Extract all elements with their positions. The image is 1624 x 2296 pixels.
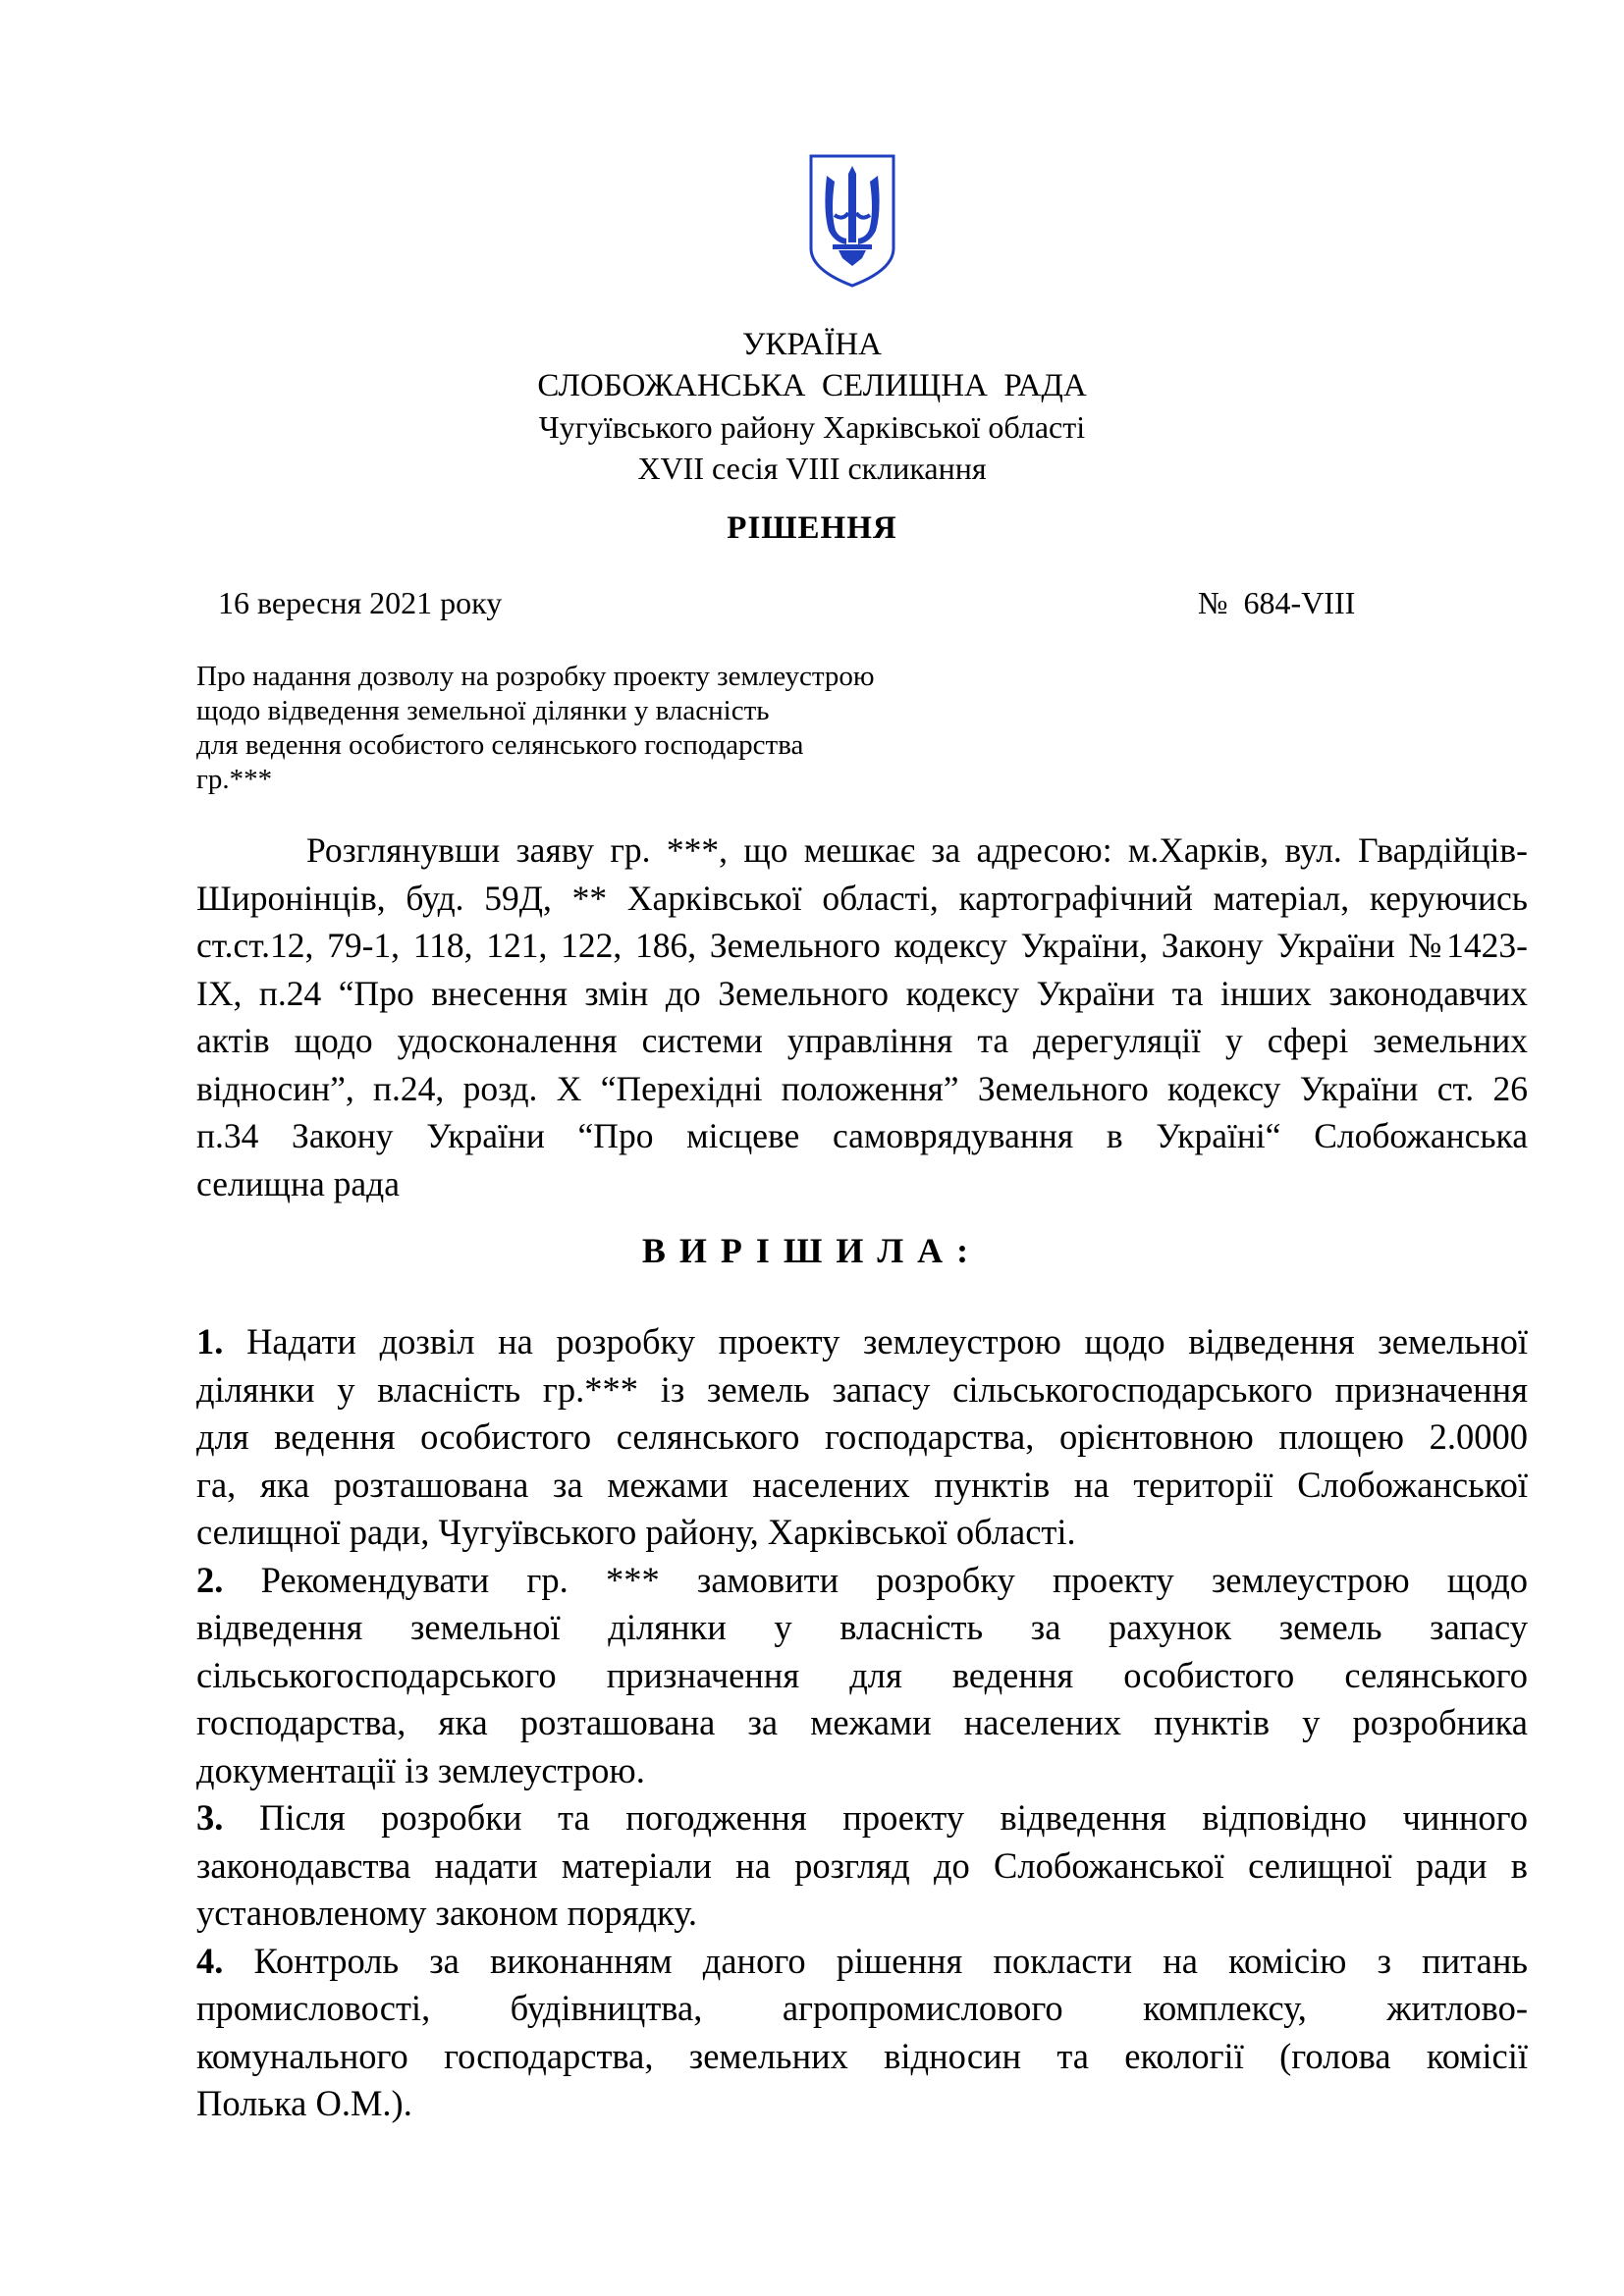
- preamble-line: відносин”, п.24, розд. X “Перехідні положення” Земельного кодексу України ст. 26: [196, 1068, 1528, 1108]
- preamble-line: Широнінців, буд. 59Д, ** Харківської області, картографічний матеріал, керуючись: [196, 878, 1528, 918]
- subject-line: щодо відведення земельної ділянки у власність: [196, 695, 770, 726]
- item-3-line: установленому законом порядку.: [196, 1893, 697, 1933]
- item-1-line: [196, 1318, 1528, 1366]
- decision-subject: [196, 660, 962, 797]
- council-name: СЛОБОЖАНСЬКА СЕЛИЩНА РАДА: [537, 368, 1087, 403]
- item-1-line: ділянки у власність гр.*** із земель запасу сільськогосподарського призначення: [196, 1368, 1528, 1410]
- country-name: УКРАЇНА: [742, 327, 882, 362]
- session-name: XVII сесія VIII скликання: [637, 451, 987, 486]
- item-2-line: відведення земельної ділянки у власність за рахунок земель запасу: [196, 1607, 1528, 1647]
- document-header: [0, 324, 1624, 489]
- item-4-line: промисловості, будівництва, агропромислового комплексу, житлово-: [196, 1988, 1528, 2028]
- item-1-line: для ведення особистого селянського господарства, орієнтовною площею 2.0000: [196, 1416, 1528, 1457]
- item-2-line: [196, 1557, 1528, 1605]
- preamble-line: ст.ст.12, 79-1, 118, 121, 122, 186, Земельного кодексу України, Закону України №1423-: [196, 926, 1528, 965]
- item-3-line: законодавства надати матеріали на розгляд до Слобожанської селищної ради в: [196, 1844, 1528, 1886]
- decision-number: № 684-VIII: [1198, 585, 1356, 620]
- subject-line: гр.***: [196, 764, 273, 795]
- preamble-line: Розглянувши заяву гр. ***, що мешкає за адресою: м.Харків, вул. Гвардійців-: [306, 830, 1528, 870]
- item-number: 3.: [196, 1797, 224, 1838]
- decision-items: [196, 1318, 1528, 2128]
- item-3-line: [196, 1794, 1528, 1842]
- preamble-line: IX, п.24 “Про внесення змін до Земельного кодексу України та інших законодавчих: [196, 973, 1528, 1013]
- resolved-heading: ВИРІШИЛА:: [641, 1231, 983, 1270]
- item-text: Рекомендувати гр. *** замовити розробку проекту землеустрою щодо: [260, 1559, 1529, 1600]
- item-2-line: господарства, яка розташована за межами населених пунктів у розробника: [196, 1702, 1528, 1742]
- preamble-line: актів щодо удосконалення системи управління та дерегуляції у сфері земельних: [196, 1021, 1528, 1060]
- decision-date: 16 вересня 2021 року: [218, 585, 503, 620]
- coat-of-arms-icon: [805, 152, 899, 290]
- preamble-paragraph: [196, 827, 1528, 1207]
- preamble-line: селищна рада: [196, 1163, 400, 1203]
- subject-line: Про надання дозволу на розробку проекту землеустрою: [196, 661, 875, 692]
- item-2-line: документації із землеустрою.: [196, 1749, 645, 1790]
- item-4-line: комунального господарства, земельних відносин та екології (голова комісії: [196, 2035, 1528, 2076]
- item-number: 2.: [196, 1559, 224, 1600]
- item-text: Надати дозвіл на розробку проекту землеустрою щодо відведення земельної: [246, 1321, 1529, 1362]
- decision-title: РІШЕННЯ: [727, 510, 897, 546]
- item-2-line: сільськогосподарського призначення для ведення особистого селянського: [196, 1654, 1528, 1695]
- item-4-line: Полька О.М.).: [196, 2083, 412, 2123]
- item-text: Після розробки та погодження проекту відведення відповідно чинного: [258, 1797, 1528, 1838]
- preamble-line: п.34 Закону України “Про місцеве самоврядування в Україні“ Слобожанська: [196, 1116, 1528, 1155]
- item-4-line: [196, 1938, 1528, 1986]
- subject-line: для ведення особистого селянського господарства: [196, 729, 804, 761]
- item-text: Контроль за виконанням даного рішення покласти на комісію з питань: [253, 1940, 1528, 1981]
- item-1-line: селищної ради, Чугуївського району, Харківської області.: [196, 1512, 1076, 1552]
- item-number: 1.: [196, 1321, 224, 1362]
- district-name: Чугуївського району Харківської області: [538, 409, 1086, 445]
- item-number: 4.: [196, 1940, 224, 1981]
- item-1-line: га, яка розташована за межами населених пунктів на території Слобожанської: [196, 1464, 1528, 1505]
